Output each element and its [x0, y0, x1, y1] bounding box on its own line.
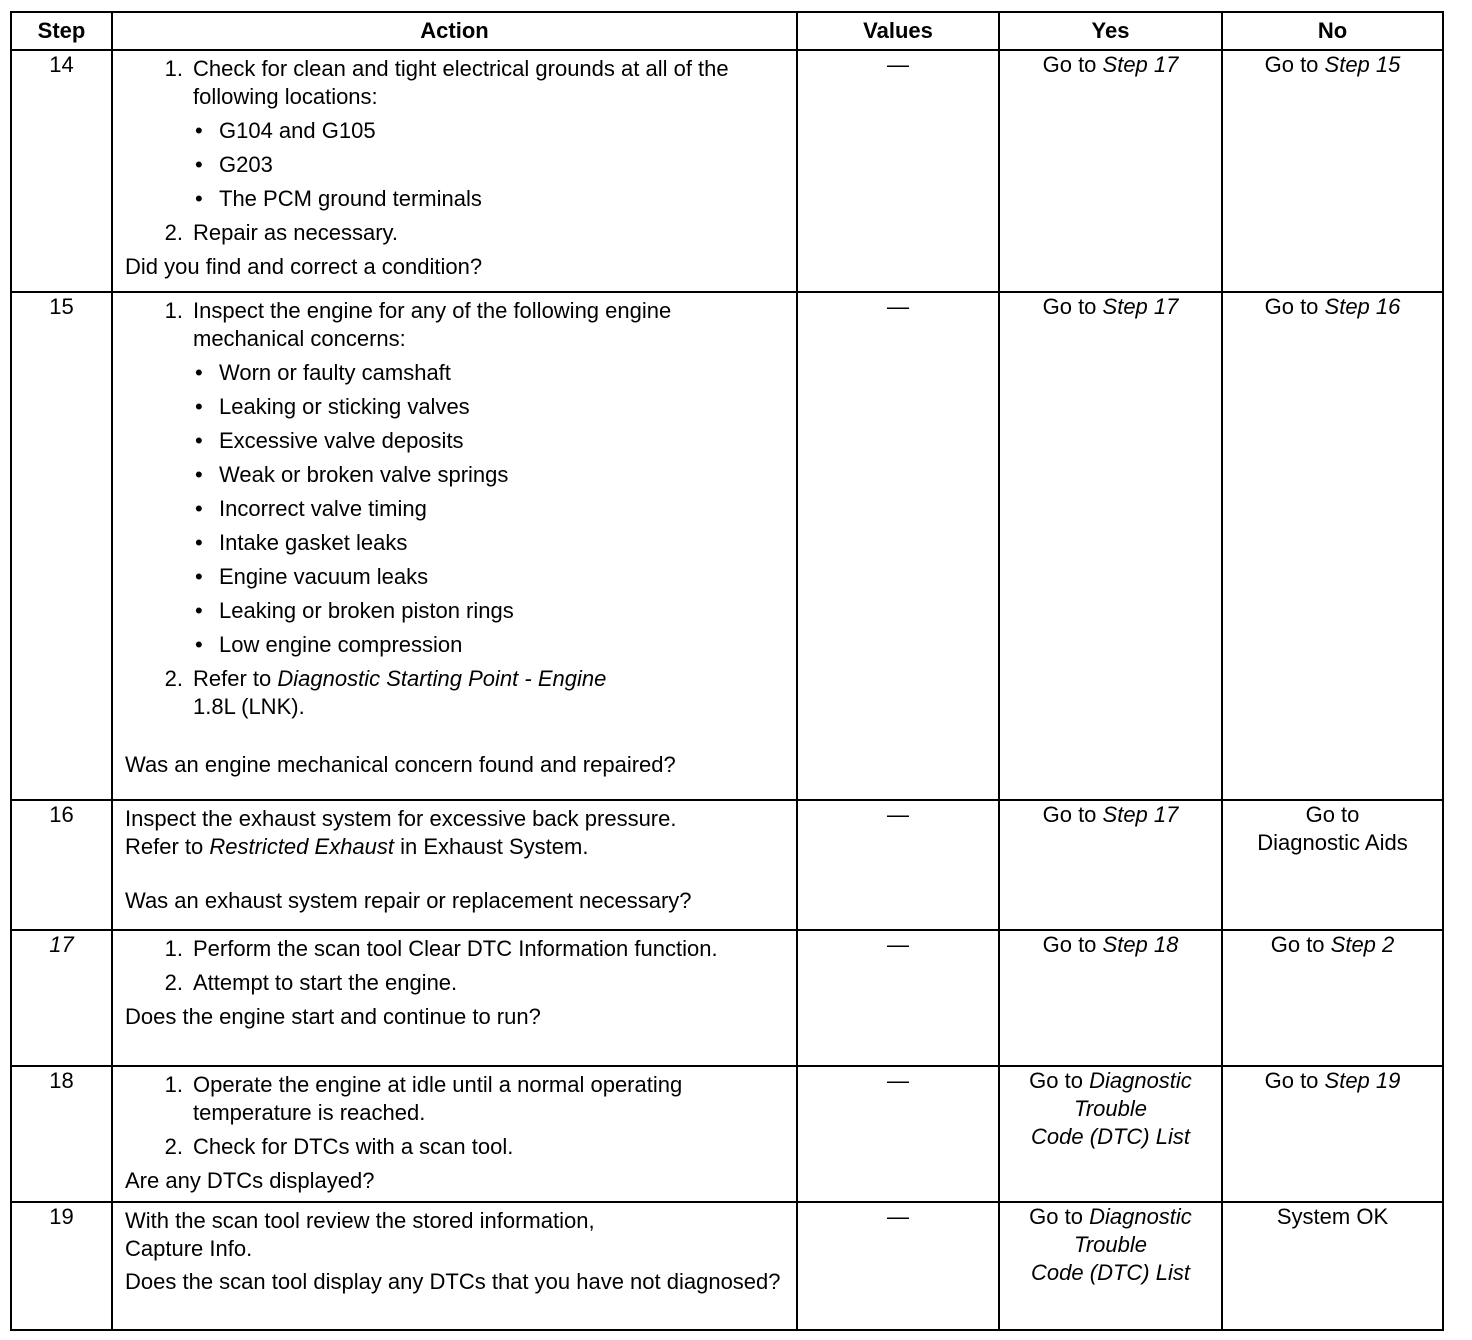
values-cell: [797, 930, 999, 1066]
header-row: [11, 12, 1443, 50]
values-cell: [797, 800, 999, 930]
yes-cell: Go to Step 18: [999, 930, 1222, 1066]
table-row-step-19: [11, 1202, 1443, 1330]
bullet-item: • G104 and G105: [195, 118, 376, 143]
step-number: 16: [11, 800, 112, 930]
dash-value: —: [887, 932, 909, 957]
step-number: 17: [11, 930, 112, 1066]
action-cell: [112, 800, 797, 930]
action-item: 2. Check for DTCs with a scan tool.: [164, 1134, 514, 1159]
dash-value: —: [887, 1204, 909, 1229]
dtc-list-link[interactable]: Diagnostic: [1089, 1068, 1192, 1093]
action-cell: [112, 1066, 797, 1202]
values-cell: [797, 292, 999, 800]
action-cell: [112, 1202, 797, 1330]
action-item: 2. Repair as necessary.: [164, 220, 399, 245]
bullet-item: • Incorrect valve timing: [195, 496, 427, 521]
no-cell: System OK: [1222, 1202, 1443, 1330]
no-cell: Go to Diagnostic Aids: [1222, 800, 1443, 930]
dash-value: —: [887, 294, 909, 319]
action-item: 1. Check for clean and tight electrical grounds at all of the following locations:: [164, 56, 729, 109]
action-text: Refer to Restricted Exhaust in Exhaust System.: [125, 834, 589, 859]
diagnostic-table: [10, 11, 1444, 1331]
question-text: Did you find and correct a condition?: [125, 254, 483, 279]
step-link[interactable]: Step 15: [1324, 52, 1401, 77]
step-link[interactable]: Step 16: [1324, 294, 1401, 319]
table-row-step-17: [11, 930, 1443, 1066]
no-cell: Go to Step 15: [1222, 50, 1443, 292]
header-action: Action: [112, 12, 797, 50]
bullet-item: • Leaking or sticking valves: [195, 394, 470, 419]
table-row-step-18: [11, 1066, 1443, 1202]
action-item: 2. Attempt to start the engine.: [164, 970, 458, 995]
action-item: 1. Perform the scan tool Clear DTC Information function.: [164, 936, 718, 961]
action-text: Capture Info.: [125, 1236, 253, 1261]
yes-cell: Go to Diagnostic Trouble Code (DTC) List: [999, 1066, 1222, 1202]
bullet-item: • Excessive valve deposits: [195, 428, 464, 453]
step-number: 15: [11, 292, 112, 800]
step-link[interactable]: Step 17: [1102, 52, 1179, 77]
header-values: Values: [797, 12, 999, 50]
values-cell: [797, 50, 999, 292]
dtc-list-link[interactable]: Diagnostic: [1089, 1204, 1192, 1229]
no-cell: Go to Step 16: [1222, 292, 1443, 800]
diagnostic-aids-link[interactable]: Diagnostic Aids: [1257, 830, 1408, 855]
bullet-item: • G203: [195, 152, 273, 177]
header-no: No: [1222, 12, 1443, 50]
step-number: 18: [11, 1066, 112, 1202]
dash-value: —: [887, 802, 909, 827]
question-text: Was an engine mechanical concern found and repaired?: [125, 752, 676, 777]
table-row-step-14: [11, 50, 1443, 292]
bullet-item: • The PCM ground terminals: [195, 186, 482, 211]
yes-cell: Go to Step 17: [999, 800, 1222, 930]
yes-cell: Go to Step 17: [999, 50, 1222, 292]
action-item: 2. Refer to Diagnostic Starting Point - Engine 1.8L (LNK).: [164, 666, 607, 719]
reference-link[interactable]: Diagnostic Starting Point - Engine: [277, 666, 607, 691]
reference-link[interactable]: Restricted Exhaust: [209, 834, 395, 859]
bullet-item: • Worn or faulty camshaft: [195, 360, 451, 385]
step-link[interactable]: Step 17: [1102, 294, 1179, 319]
step-number: 14: [11, 50, 112, 292]
yes-cell: Go to Step 17: [999, 292, 1222, 800]
no-cell: Go to Step 19: [1222, 1066, 1443, 1202]
no-cell: Go to Step 2: [1222, 930, 1443, 1066]
action-cell: [112, 930, 797, 1066]
step-link[interactable]: Step 18: [1102, 932, 1179, 957]
action-text: Inspect the exhaust system for excessive back pressure.: [125, 806, 677, 831]
step-number: 19: [11, 1202, 112, 1330]
action-text: With the scan tool review the stored information,: [125, 1208, 595, 1233]
table-row-step-16: [11, 800, 1443, 930]
step-link[interactable]: Step 2: [1330, 932, 1395, 957]
values-cell: [797, 1202, 999, 1330]
table-row-step-15: [11, 292, 1443, 800]
bullet-item: • Engine vacuum leaks: [195, 564, 429, 589]
action-item: 1. Inspect the engine for any of the following engine mechanical concerns:: [164, 298, 672, 351]
question-text: Was an exhaust system repair or replacement necessary?: [125, 888, 692, 913]
action-item: 1. Operate the engine at idle until a normal operating temperature is reached.: [164, 1072, 683, 1125]
question-text: Are any DTCs displayed?: [125, 1168, 375, 1193]
bullet-item: • Leaking or broken piston rings: [195, 598, 514, 623]
bullet-item: • Weak or broken valve springs: [195, 462, 509, 487]
question-text: Does the scan tool display any DTCs that you have not diagnosed?: [125, 1269, 781, 1294]
values-cell: [797, 1066, 999, 1202]
action-cell: [112, 50, 797, 292]
header-yes: Yes: [999, 12, 1222, 50]
question-text: Does the engine start and continue to run?: [125, 1004, 541, 1029]
step-link[interactable]: Step 17: [1102, 802, 1179, 827]
bullet-item: • Low engine compression: [195, 632, 463, 657]
dash-value: —: [887, 52, 909, 77]
bullet-item: • Intake gasket leaks: [195, 530, 408, 555]
dash-value: —: [887, 1068, 909, 1093]
yes-cell: Go to Diagnostic Trouble Code (DTC) List: [999, 1202, 1222, 1330]
header-step: Step: [11, 12, 112, 50]
step-link[interactable]: Step 19: [1324, 1068, 1401, 1093]
action-cell: [112, 292, 797, 800]
